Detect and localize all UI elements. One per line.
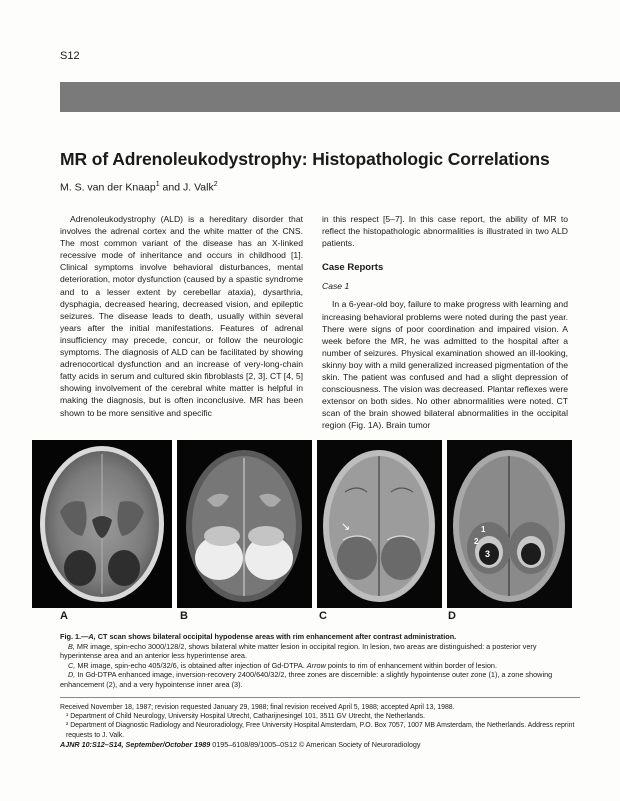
case-paragraph: In a 6-year-old boy, failure to make progress with learning and increasing behavioral problems were noted during the past year. There were signs of poor coordination and impaired vision. A week before the MR, he was admitted to the hospital after a number of seizures. Physical examination showed an ill-looking, skinny boy with a mild generalized increased pigmentation of the skin. The patient was confused and had a slight depression of consciousness. The vision was decreased. Plantar reflexes were extensor on both sides. No other abnormalities were noted. CT scan of the brain showed bilateral abnormalities in the occipital region (Fig. 1A). Brain tumor — [322, 299, 568, 431]
right-column — [322, 213, 568, 432]
author-2: J. Valk — [183, 181, 214, 194]
footnote-divider — [60, 697, 580, 698]
author-1: M. S. van der Knaap — [60, 181, 156, 194]
author-2-affiliation: 2 — [213, 181, 218, 188]
panel-label-a: A — [60, 610, 68, 622]
zone-2-label: 2 — [474, 537, 479, 546]
author-line — [60, 181, 218, 194]
author-joiner: and — [159, 181, 183, 194]
case-label: Case 1 — [322, 281, 350, 292]
zone-1-label: 1 — [481, 525, 486, 534]
caption-c: C, MR image, spin-echo 405/32/6, is obtained after injection of Gd-DTPA. Arrow points to rim of enhancement within border of lesion. — [68, 660, 498, 670]
figure-caption — [60, 632, 580, 690]
section-heading: Case Reports — [322, 262, 384, 274]
intro-paragraph: Adrenoleukodystrophy (ALD) is a hereditary disorder that involves the adrenal cortex and the white matter of the CNS. The most common variant of the disease has an X-linked recessive mode of inheritance and occurs in childhood [1]. Clinical symptoms involve behavioral disturbances, mental deterioration, motor dysfunction (caused by a spastic syndrome and to a lesser extent by cerebellar ataxia), dysarthria, dysphagia, decreased hearing, decreased vision, and epileptic seizures. The disease leads to death, usually within several years after the initial manifestations. Features of adrenal insufficiency may precede, concur, or follow the neurologic symptoms. The diagnosis of ALD can be facilitated by showing adrenocortical dysfunction and an increase of very-long-chain fatty acids in serum and cultured skin fibroblasts [2, 3]. CT [4, 5] showing involvement of the cerebral white matter is helpful in making the diagnosis, but is often inconclusive. MR has been shown to be more sensitive and specific — [60, 214, 303, 418]
journal-citation — [60, 740, 421, 749]
intro-continuation: in this respect [5–7]. In this case report, the ability of MR to reflect the histopathologic abnormalities is illustrated in two ALD patients. — [322, 214, 568, 249]
journal-name: AJNR 10:S12–S14, September/October 1989 — [60, 740, 211, 749]
caption-a: Fig. 1.—A, CT scan shows bilateral occipital hypodense areas with rim enhancement after contrast administration. — [60, 632, 457, 641]
figure-panel-c — [317, 440, 442, 608]
affiliation-1: ¹ Department of Child Neurology, University Hospital Utrecht, Catharijnesingel 101, 3511 GV Utrecht, the Netherlands. — [66, 713, 425, 721]
panel-label-c: C — [319, 610, 327, 622]
arrow-annotation: ↘ — [341, 521, 351, 533]
zone-3-label: 3 — [485, 549, 491, 559]
figure-panel-a — [32, 440, 172, 608]
panel-label-b: B — [180, 610, 188, 622]
header-band — [60, 82, 620, 112]
article-title: MR of Adrenoleukodystrophy: Histopathologic Correlations — [60, 149, 550, 169]
journal-copyright: 0195–6108/89/1005–0S12 © American Society of Neuroradiology — [210, 740, 421, 749]
affiliation-2: ² Department of Diagnostic Radiology and Neuroradiology, Free University Hospital Amsterdam, P.O. Box 7057, 1007 MB Amsterdam, the Netherlands. Address reprint requests to J. Valk. — [66, 722, 575, 739]
figure-panel-b — [177, 440, 312, 608]
figure-panel-d — [447, 440, 572, 608]
author-1-affiliation: 1 — [155, 181, 160, 188]
caption-b: B, MR image, spin-echo 3000/128/2, shows bilateral white matter lesion in occipital region. In lesion, two areas are distinguished: a posterior very hyperintense area and an anterior less hyperintense area. — [60, 641, 537, 661]
caption-d: D, In Gd-DTPA enhanced image, inversion-recovery 2400/640/32/2, three zones are discernible: a slightly hypointense outer zone (1), a zone showing enhancement (2), and a very hypointense inner area (3). — [60, 670, 553, 689]
footnotes — [60, 703, 580, 740]
left-column — [60, 213, 303, 419]
page-number: S12 — [60, 50, 80, 62]
panel-label-d: D — [448, 610, 456, 622]
received-dates: Received November 18, 1987; revision requested January 29, 1988; final revision received April 5, 1988; accepted April 13, 1988. — [60, 704, 455, 711]
